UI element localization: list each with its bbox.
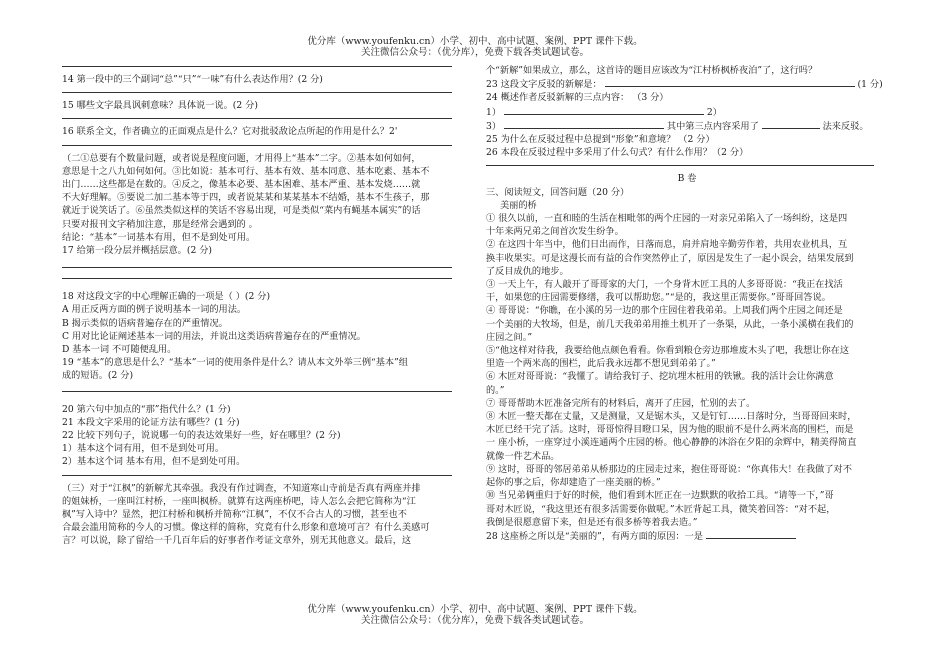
story-passage (486, 212, 888, 529)
story-line: 里造一个两米高的围栏，此后我永远都不想见到弟弟了。” (486, 358, 716, 370)
question-26: 26 本段在反驳过程中多采用了什么句式？有什么作用？（2 分） (486, 147, 749, 159)
footer-line-2: 关注微信公众号：（优分库），免费下载各类试题试卷。 (360, 615, 589, 626)
story-line: 就像一件艺术品。 (486, 450, 560, 462)
story-line: 了反目成仇的地步。 (486, 265, 569, 277)
question-14: 14 第一段中的三个副词“总”“只”“一味”有什么表达作用？(2 分) (62, 74, 323, 85)
passage-line: 就近于说笑话了。⑥虽然类似这样的笑话不容易出现，可是类似“菜内有蝇基本属实”的话 (62, 205, 421, 217)
header-line-1: 优分库（www.youfenku.cn）小学、初中、高中试题、案例、PPT 课件下载。 (307, 36, 643, 47)
passage-line: 意思是十之八九如何如何。③比如说：基本可行、基本有效、基本同意、基本吃素、基本不 (62, 165, 430, 177)
story-line: 换丰收果实。可是这漫长而有益的合作突然停止了，原因是发生了一起小误会，结果发展到 (486, 252, 854, 264)
story-line: ⑦ 哥哥帮助木匠准备完所有的材料后，离开了庄园，忙别的去了。 (486, 397, 756, 409)
question-19: 19 “基本”的意思是什么？“基本”一词的使用条件是什么？请从本文外举三例“基本”组 (62, 357, 408, 369)
story-line: ⑩ 当兄弟俩重归于好的时候，他们看到木匠正在一边默默的收拾工具。“请等一下，”哥 (486, 490, 834, 502)
answer-blank[interactable] (504, 119, 664, 129)
story-line: 一个美丽的大牧场，但是，前几天我弟弟用推土机开了一条渠，从此，一条小溪横在我们的 (486, 318, 854, 330)
question-17: 17 给第一段分层并概括层意。(2 分) (62, 245, 212, 257)
question-20: 20 第六句中加点的“那”指代什么？(1 分) (62, 403, 231, 415)
passage-line: 不大好理解。⑤要说二加二基本等于四，或者说某某和某某基本不结婚，基本不生孩子，那 (62, 192, 430, 204)
passage-line: （二①总要有个数量问题，或者说是程度问题，才用得上“基本”二字。②基本如何如何， (62, 152, 421, 164)
label-3-mid: 其中第三点内容采用了 (666, 120, 759, 132)
answer-blank[interactable] (504, 105, 704, 115)
passage-three (62, 482, 460, 548)
answer-line (486, 165, 874, 166)
question-24: 24 概述作者反驳新解的三点内容： （3 分） (486, 92, 669, 104)
answer-line (62, 145, 452, 146)
story-line: 十年来两兄弟之间首次发生纷争。 (486, 226, 624, 238)
story-line: 的。” (486, 384, 505, 396)
passage-two (62, 152, 460, 244)
page-header (0, 36, 950, 58)
label-3-suffix: 法来反驳。 (822, 120, 869, 132)
question-28-text: 28 这座桥之所以是“美丽的”，有两方面的原因：一是 (486, 530, 703, 542)
passage-line: 合最会滥用简称的今人的习惯。像这样的简称，究竟有什么形象和意境可言？有什么美感可 (62, 522, 430, 534)
label-2: 2） (706, 106, 722, 118)
sentence-1: 1）基本这个词有用，但不是到处可用。 (62, 443, 225, 455)
story-line: ⑧ 木匠一整天都在丈量，又是测量，又是锯木头，又是钉钉……日落时分，当哥哥回来时， (486, 411, 857, 423)
story-line: 哥对木匠说，“我这里还有很多活需要你做呢。”木匠背起工具，微笑着回答：“对不起， (486, 503, 836, 515)
answer-line (62, 66, 452, 67)
story-line: ① 很久以前，一直和睦的生活在相毗邻的两个庄园的一对亲兄弟陷入了一场纠纷，这是四 (486, 213, 848, 225)
story-line: ③ 一天上午，有人敲开了哥哥家的大门，一个身背木匠工具的人多哥哥说：“我正在找活 (486, 279, 843, 291)
header-line-2: 关注微信公众号：（优分库），免费下载各类试题试卷。 (360, 47, 589, 58)
right-column (486, 64, 888, 543)
option-d: D 基本一词 不可随便乱用。 (62, 344, 177, 356)
question-16: 16 联系全文，作者确立的正面观点是什么？它对批驳敌论点所起的作用是什么？2' (62, 126, 398, 138)
answer-line (62, 475, 452, 476)
story-line: ④ 哥哥说：“你瞧，在小溪的另一边的那个庄园住着我弟弟。上周我们两个庄园之间还是 (486, 305, 843, 317)
passage-line: 只要对报刊文字稍加注意，那是经常会遇到的 。 (62, 218, 258, 230)
answer-line (62, 278, 452, 279)
story-line: ⑥ 木匠对哥哥说：“我懂了。请给我钉子、挖坑埋木桩用的铁锹。我的活计会让你满意 (486, 371, 834, 383)
story-title: 美丽的桥 (500, 199, 537, 211)
page-footer (0, 604, 950, 626)
question-18: 18 对这段文字的中心理解正确的一项是（ ）(2 分) (62, 291, 271, 303)
question-22: 22 比较下列句子，说说哪一句的表达效果好一些，好在哪里？(2 分) (62, 430, 341, 442)
question-19-cont: 成的短语。(2 分) (62, 370, 134, 382)
question-23 (486, 77, 888, 91)
passage-continuation: 个“新解”如果成立，那么，这首诗的题目应该改为“江村桥枫桥夜泊”了，这行吗？ (486, 65, 818, 76)
question-24-part-1-2 (486, 105, 888, 119)
story-line: 我倒是很愿意留下来，但是还有很多桥等着我去造。” (486, 516, 698, 528)
passage-line: 的姐妹桥，一座叫江村桥，一座叫枫桥。就算有这两座桥吧，诗人怎么会把它简称为“江 (62, 495, 416, 507)
section-3-title: 三、阅读短文，回答问题（20 分） (486, 186, 630, 198)
passage-line: 枫”写入诗中？显然，把江村桥和枫桥并简称“江枫”，不仅不合古人的习惯，甚至也不 (62, 509, 407, 521)
label-1: 1） (486, 106, 502, 118)
answer-line (62, 92, 452, 93)
answer-line (62, 391, 452, 392)
answer-blank[interactable] (762, 119, 820, 129)
option-c: C 用对比论证阐述基本一词的用法，并说出这类语病普遍存在的严重情况。 (62, 330, 366, 342)
story-line: 木匠已经干完了活。这时，哥哥惊得目瞪口呆，因为他的眼前不是什么两米高的围栏，而是 (486, 424, 854, 436)
section-b-title: B 卷 (677, 173, 697, 185)
story-line: 起你的事之后，你却建造了一座美丽的桥。” (486, 477, 661, 489)
passage-conclusion: 结论：“基本”一词基本有用，但不是到处可用。 (62, 231, 256, 243)
answer-line (62, 267, 452, 268)
story-line: ② 在这四十年当中，他们日出而作，日落而息，肩并肩地辛勤劳作着，共用农业机具，互 (486, 239, 848, 251)
answer-line (62, 118, 452, 119)
passage-line: 出门……这些都是在数的。④反之，像基本必要、基本困难、基本严重、基本发烧……就 (62, 179, 421, 191)
question-24-part-3 (486, 119, 888, 133)
story-line: 庄园之间。” (486, 331, 533, 343)
passage-line: 言？可以说，除了留给一千几百年后的好事者作考证文章外，别无其他意义。最后，这 (62, 535, 412, 547)
question-23-score: (1 分) (857, 79, 883, 91)
story-line: 干，如果您的庄园需要修缮，我可以帮助您。”“是的，我这里正需要你。”哥哥回答说。 (486, 292, 831, 304)
passage-line: （三）对于“江枫”的新解尤其牵强。我没有作过调查，不知道寒山寺前是否真有两座并排 (62, 482, 421, 494)
story-line: ⑤“他这样对待我，我要给他点颜色看看。你看到粮仓旁边那堆废木头了吧，我想让你在这 (486, 345, 850, 357)
answer-blank[interactable] (605, 77, 855, 87)
question-25: 25 为什么在反驳过程中总提到“形象”和意境？ （2 分） (486, 134, 715, 146)
option-a: A 用正反两方面的例子说明基本一词的用法。 (62, 304, 247, 316)
answer-blank[interactable] (706, 529, 796, 539)
footer-line-1: 优分库（www.youfenku.cn）小学、初中、高中试题、案例、PPT 课件下载。 (307, 604, 643, 615)
story-line: ⑨ 这时，哥哥的邻居弟弟从桥那边的庄园走过来，抱住哥哥说：“你真伟大！在我做了对不 (486, 463, 852, 475)
sentence-2: 2）基本这个词 基本有用，但不是到处可用。 (62, 456, 246, 468)
question-28 (486, 529, 888, 543)
label-3: 3） (486, 120, 502, 132)
question-21: 21 本段文字采用的论证方法有哪些？(1 分) (62, 416, 240, 428)
question-15: 15 哪些文字最具讽刺意味？具体说一说。(2 分) (62, 100, 258, 112)
option-b: B 揭示类似的语病普遍存在的严重情况。 (62, 317, 228, 329)
left-column (62, 64, 460, 548)
question-23-text: 23 这段文字反驳的新解是： (486, 79, 602, 91)
story-line: 一 座小桥，一座穿过小溪连通两个庄园的桥。他心静静的沐浴在夕阳的余辉中，精美得简直 (486, 437, 857, 449)
